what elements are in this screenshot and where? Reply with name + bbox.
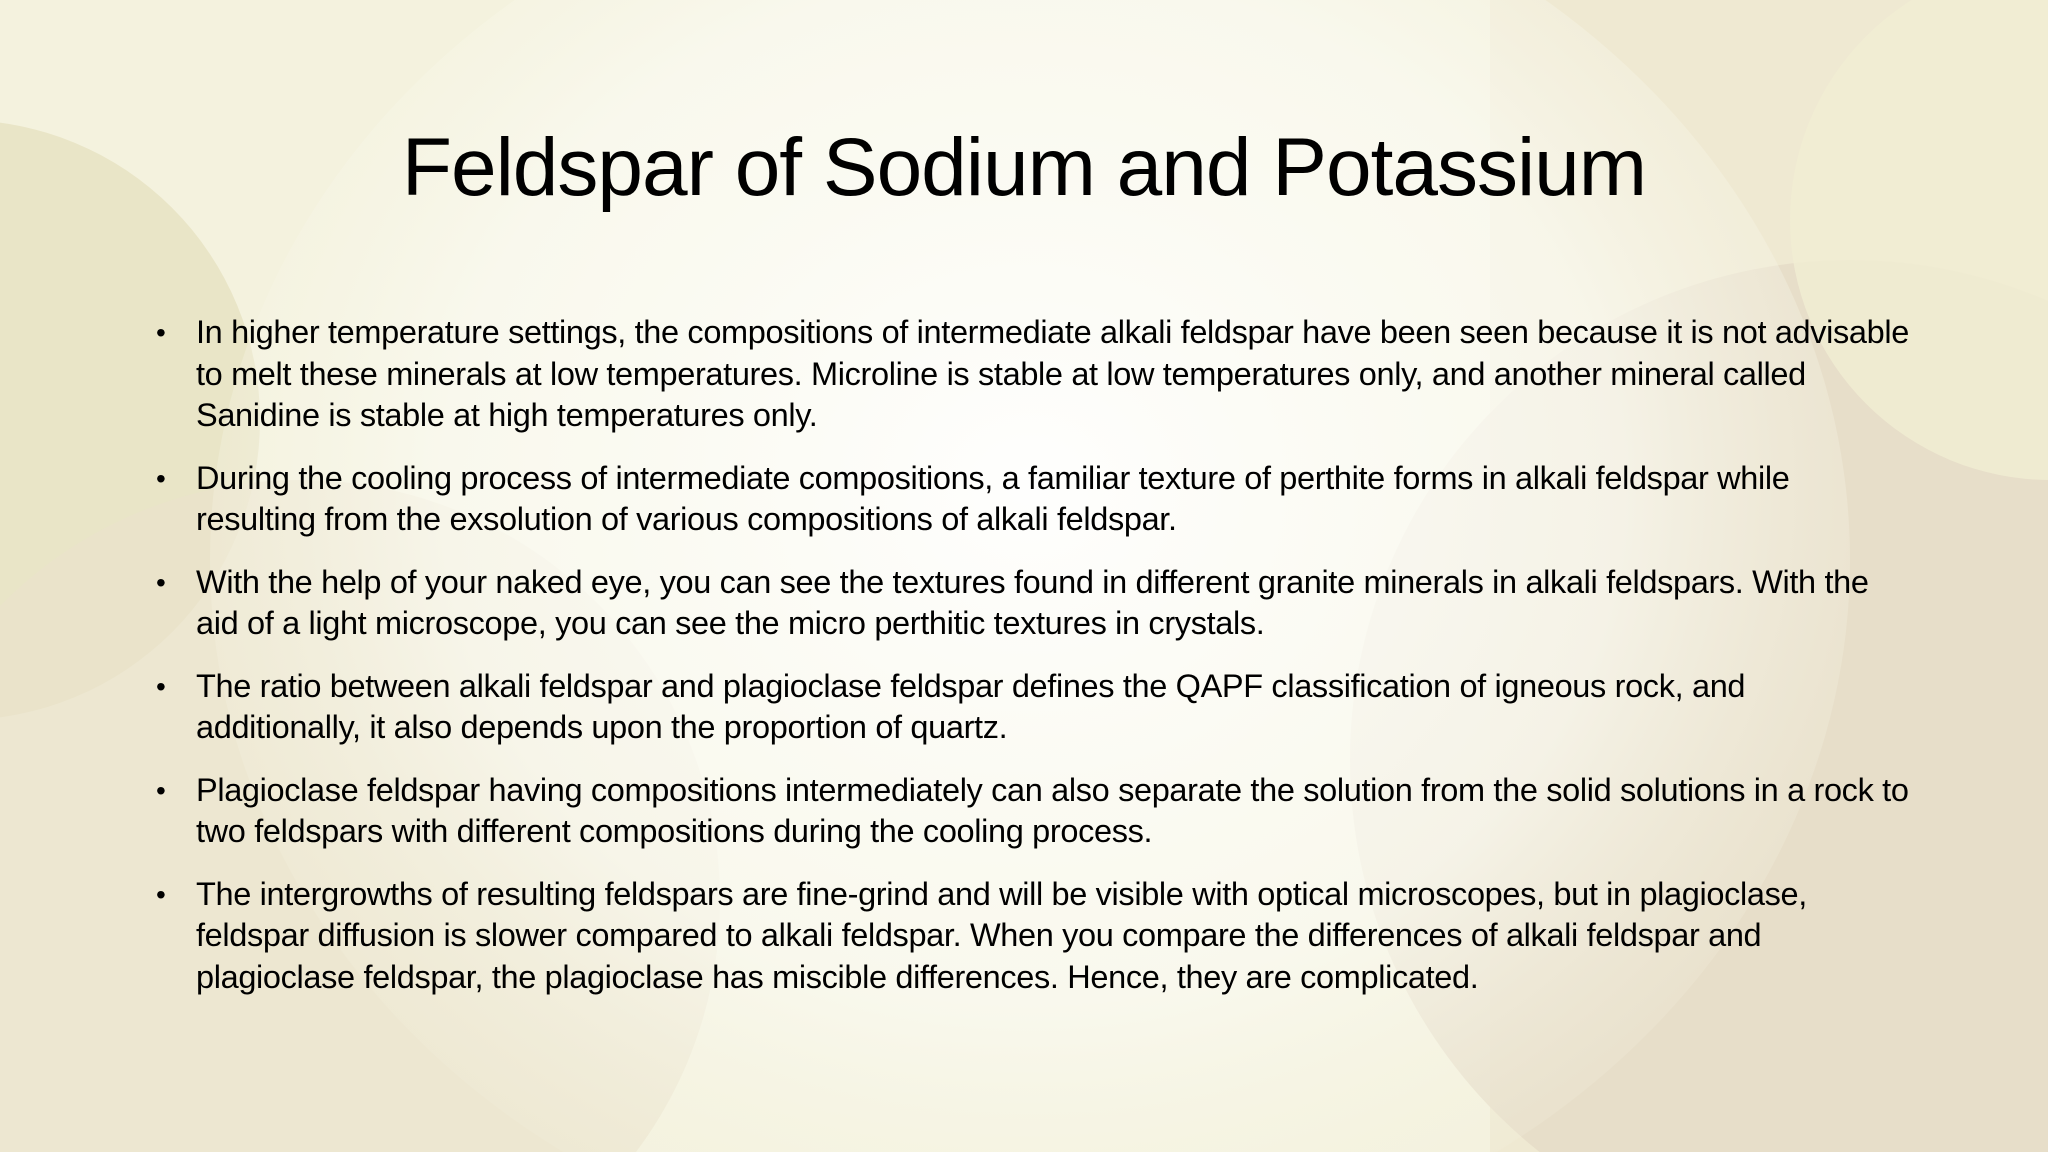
slide-title: Feldspar of Sodium and Potassium xyxy=(401,122,1647,213)
bullet-text: With the help of your naked eye, you can see the textures found in different granite minerals in alkali feldspars. With the aid of a light microscope, you can see the micro perthitic textures in crystals. xyxy=(196,563,1869,641)
bullet-item xyxy=(150,562,1910,645)
bullet-dot-icon: • xyxy=(156,317,166,348)
bullet-item xyxy=(150,874,1910,999)
bullet-text: The intergrowths of resulting feldspars are fine-grind and will be visible with optical microscopes, but in plagioclase, feldspar diffusion is slower compared to alkali feldspar. When you compare the differences of alkali feldspar and plagioclase feldspar, the plagioclase has miscible differences. Hence, they are complicated. xyxy=(196,875,1807,995)
bullet-text: In higher temperature settings, the compositions of intermediate alkali feldspar have been seen because it is not advisable to melt these minerals at low temperatures. Microline is stable at low temperatures only, and another mineral called Sanidine is stable at high temperatures only. xyxy=(196,314,1909,433)
bullet-text: The ratio between alkali feldspar and plagioclase feldspar defines the QAPF classification of igneous rock, and additionally, it also depends upon the proportion of quartz. xyxy=(196,667,1746,745)
bullet-item xyxy=(150,312,1910,437)
bullet-item xyxy=(150,458,1910,541)
bullet-item xyxy=(150,666,1910,749)
bullet-text: During the cooling process of intermediate compositions, a familiar texture of perthite forms in alkali feldspar while resulting from the exsolution of various compositions of alkali feldspar. xyxy=(196,459,1790,537)
bullet-list xyxy=(150,312,1910,1019)
bullet-dot-icon: • xyxy=(156,878,166,910)
bullet-item xyxy=(150,770,1910,853)
bullet-dot-icon: • xyxy=(156,774,166,806)
bullet-dot-icon: • xyxy=(156,566,166,598)
bullet-dot-icon: • xyxy=(156,462,166,494)
bullet-text: Plagioclase feldspar having compositions intermediately can also separate the solution from the solid solutions in a rock to two feldspars with different compositions during the cooling process. xyxy=(196,771,1909,849)
bullet-dot-icon: • xyxy=(156,670,166,702)
